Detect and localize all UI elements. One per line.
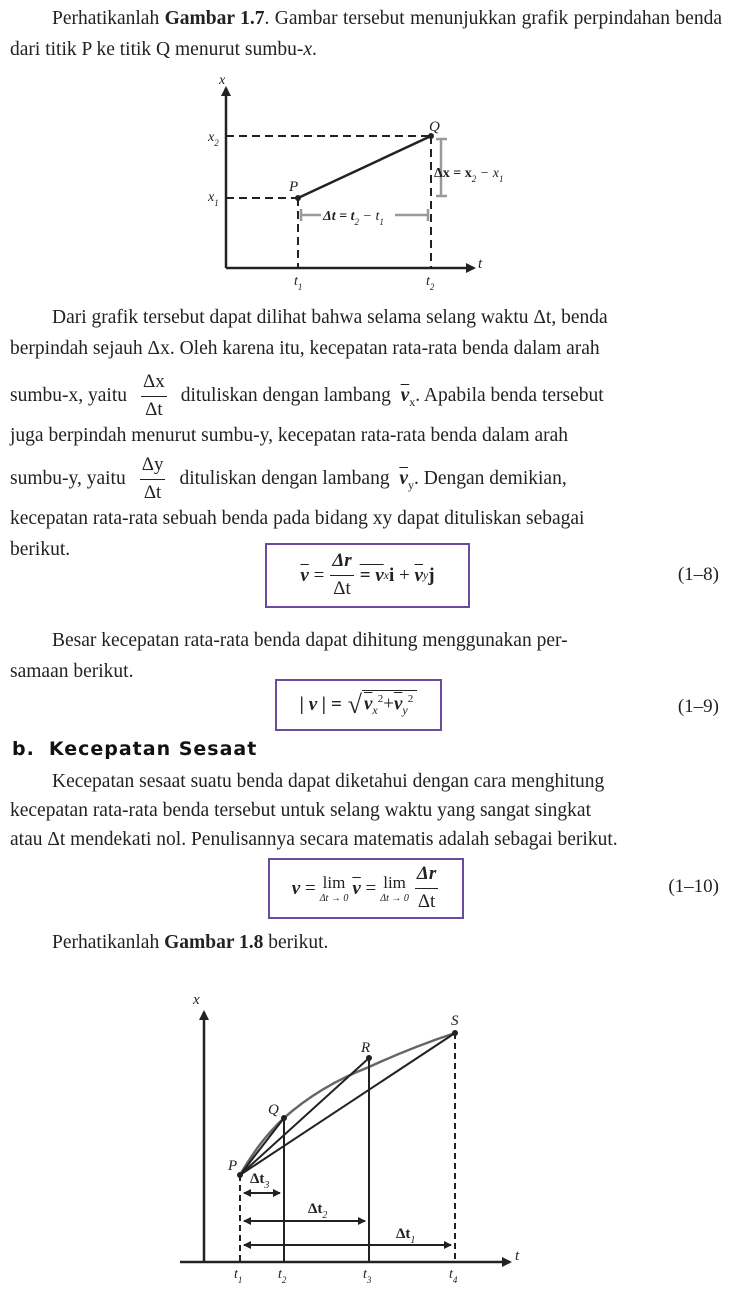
fig2-secant-pq (240, 1118, 284, 1175)
eq8-equals: = (313, 564, 325, 586)
fig1-t-axis-label: t (478, 256, 483, 272)
fig1-tick-t1: $t_1$ (294, 274, 303, 292)
fig2-point-s (452, 1030, 458, 1036)
eq9-vy-sup: 2 (407, 693, 414, 705)
fig2-tick-t2: $t_2$ (278, 1267, 287, 1285)
frac2-den: Δt (143, 482, 162, 504)
para2-line-3 (10, 372, 722, 421)
fig2-dt3-label: $\Delta t_3$ (250, 1171, 270, 1191)
fig2-label-s: S (451, 1013, 459, 1029)
frac1-num: Δx (141, 372, 167, 397)
eq8-lhs: $\overline{v}$ (300, 564, 309, 586)
fig1-tick-x2: $x_2$ (208, 130, 219, 148)
fig1-point-p (295, 195, 301, 201)
eq10-fraction (415, 864, 438, 913)
para2-l5b: dituliskan dengan lambang (179, 468, 390, 490)
equation-1-8-box (265, 543, 470, 608)
fraction-dx-dt (141, 372, 167, 421)
para2-l5c: . Dengan demikian, (413, 468, 567, 490)
symbol-vy-sub: y (407, 478, 414, 493)
intro-paragraph (10, 4, 722, 65)
para3-line-1 (10, 626, 722, 657)
eq10-den: Δt (417, 891, 436, 912)
eq8-vx-sub: x (383, 568, 389, 582)
figure-ref-1-7: Gambar 1.7 (164, 8, 265, 29)
eq9-vx: v (363, 693, 373, 715)
eq10-lim1-word: lim (322, 872, 346, 892)
sqrt-radical-icon: √ (347, 690, 362, 719)
eq10-lim2-word: lim (383, 872, 406, 892)
fig2-point-p (237, 1172, 243, 1178)
equation-1-10-box (268, 858, 464, 919)
fig2-tick-t1: $t_1$ (234, 1267, 243, 1285)
fig2-point-q (281, 1115, 287, 1121)
eq9-plus: + (383, 693, 394, 715)
para2-line-1 (10, 303, 722, 334)
equation-number-1-10: (1–10) (668, 876, 719, 897)
equation-number-1-9: (1–9) (677, 696, 719, 717)
section-title: Kecepatan Sesaat (48, 738, 258, 760)
para4-line-1 (10, 767, 722, 796)
eq9-lhs: | v | = (299, 694, 342, 715)
paragraph-2 (10, 303, 722, 565)
symbol-vy: $\overline{v}$ (399, 468, 408, 490)
para4-l1: Kecepatan sesaat suatu benda dapat diketahui dengan cara menghitung (52, 771, 605, 792)
para3-line-2: samaan berikut. (10, 660, 134, 682)
para2-line-7: berikut. (10, 538, 71, 560)
figure-1-8 (0, 985, 733, 1295)
paragraph-3 (10, 626, 722, 687)
eq8-unit-j: j (428, 564, 435, 586)
intro2-paragraph (10, 928, 722, 959)
eq10-limit-2 (380, 874, 409, 904)
para4-line-2: kecepatan rata-rata benda tersebut untuk selang waktu yang sangat singkat (10, 800, 591, 821)
para2-l3b: dituliskan dengan lambang (180, 384, 391, 406)
intro-text-2: . Gambar tersebut menunjukkan grafik perpindahan benda dari titik P ke titik Q menurut sumbu- (10, 8, 722, 60)
intro2-text-2: berikut. (263, 932, 329, 953)
fig2-dt2-label: $\Delta t_2$ (308, 1201, 328, 1221)
eq8-unit-i: i (388, 564, 395, 586)
para2-l3a: sumbu-x, yaitu (10, 384, 127, 406)
section-heading (12, 738, 257, 760)
intro-end: . (312, 38, 317, 60)
fig2-label-q: Q (268, 1102, 279, 1118)
figure-ref-1-8: Gambar 1.8 (164, 932, 264, 953)
eq8-rhs-vy: $\overline{v}$ (414, 564, 423, 586)
fig2-tick-t3: $t_3$ (363, 1267, 372, 1285)
fig2-label-p: P (228, 1158, 238, 1174)
fraction-dy-dt (140, 455, 166, 504)
eq9-radicand (362, 690, 417, 720)
eq8-rhs-vx: = v (359, 564, 384, 586)
fig1-label-p: P (289, 179, 299, 195)
eq9-vy-sub: y (402, 703, 408, 718)
eq10-limit-1 (320, 874, 349, 904)
fig1-label-q: Q (429, 119, 440, 135)
eq10-num: Δr (415, 864, 438, 889)
intro-axis: x (303, 38, 313, 60)
eq10-equals-2: = (365, 877, 377, 899)
fig1-dt-label: $\Delta t = t_2 - t_1$ (323, 209, 384, 227)
fig1-tick-x1: $x_1$ (208, 190, 219, 208)
para2-line-5 (10, 455, 722, 504)
para4-line-3: atau Δt mendekati nol. Penulisannya secara matematis adalah sebagai berikut. (10, 829, 618, 850)
fig2-dt1-label: $\Delta t_1$ (396, 1226, 416, 1246)
eq9-vy: $\overline{v}$ (393, 693, 403, 715)
fig2-t-axis-label: t (515, 1248, 520, 1264)
eq8-plus: + (399, 564, 410, 586)
intro2-text-1: Perhatikanlah (52, 932, 165, 953)
para2-line-6: kecepatan rata-rata sebuah benda pada bidang xy dapat dituliskan sebagai (10, 508, 585, 530)
frac1-den: Δt (145, 398, 163, 420)
eq10-vbar: $\overline{v}$ (352, 877, 361, 899)
para2-l5a: sumbu-y, yaitu (10, 468, 126, 490)
eq8-den: Δt (333, 578, 351, 599)
symbol-vx: $\overline{v}$ (400, 384, 410, 406)
eq8-vy-sub: y (422, 568, 429, 582)
fig1-tick-t2: $t_2$ (426, 274, 435, 292)
paragraph-4 (10, 767, 722, 854)
eq9-vx-sup: 2 (377, 693, 384, 705)
eq10-v: v (291, 877, 301, 899)
para2-l1: Dari grafik tersebut dapat dilihat bahwa selama selang waktu Δt, benda (52, 307, 608, 328)
fig1-pq-line (298, 136, 431, 198)
fig2-x-axis-label: x (193, 992, 200, 1008)
frac2-num: Δy (140, 455, 166, 480)
fig1-dx-label: $\Delta x = x_2 - x_1$ (434, 166, 504, 184)
eq8-fraction (330, 551, 353, 600)
eq8-num: Δr (330, 551, 353, 576)
fig1-x-axis-label: x (219, 73, 226, 88)
symbol-vx-sub: x (409, 394, 416, 409)
para3-l1: Besar kecepatan rata-rata benda dapat dihitung menggunakan per- (52, 630, 568, 651)
equation-number-1-8: (1–8) (677, 564, 719, 585)
para2-line-4: juga berpindah menurut sumbu-y, kecepatan rata-rata benda dalam arah (10, 424, 569, 446)
para2-l3c: . Apabila benda tersebut (415, 384, 604, 406)
intro-text-1: Perhatikanlah (52, 8, 165, 29)
fig2-secant-pr (240, 1058, 369, 1175)
fig2-label-r: R (361, 1040, 371, 1056)
eq10-lim2-under: Δt → 0 (380, 892, 409, 904)
para2-line-2: berpindah sejauh Δx. Oleh karena itu, kecepatan rata-rata benda dalam arah (10, 337, 600, 359)
fig2-tick-t4: $t_4$ (449, 1267, 458, 1285)
eq10-lim1-under: Δt → 0 (319, 892, 349, 904)
section-index: b. (12, 738, 35, 760)
equation-1-9-box (275, 679, 442, 731)
eq9-sqrt (348, 690, 418, 720)
eq10-equals-1: = (304, 877, 316, 899)
eq9-vx-sub: x (372, 703, 378, 718)
